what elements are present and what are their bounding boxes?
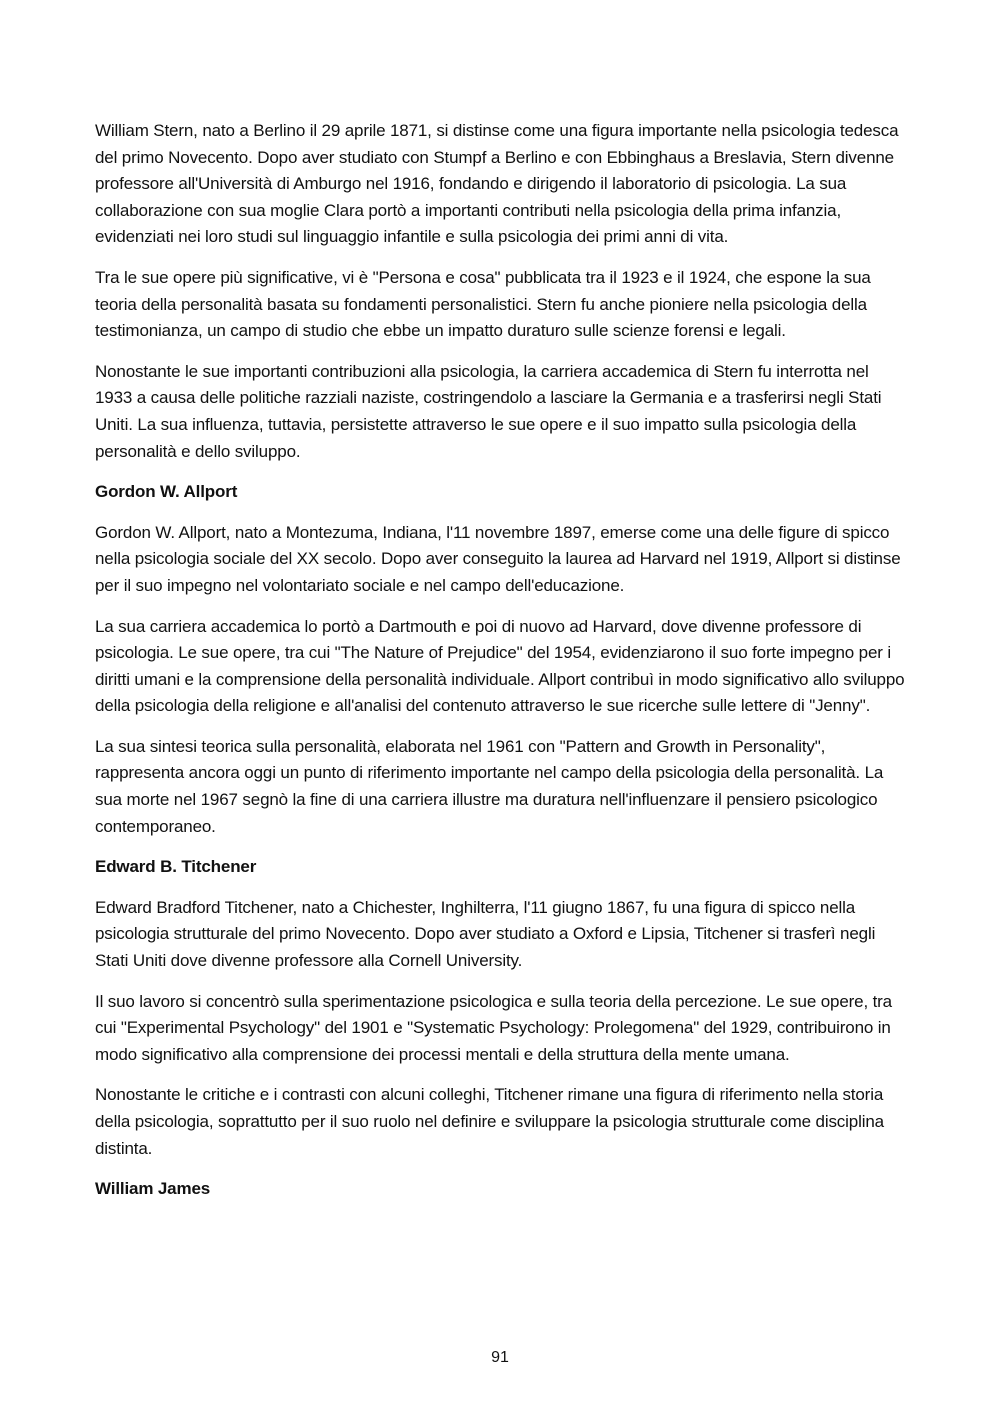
paragraph-allport-career: La sua carriera accademica lo portò a Dartmouth e poi di nuovo ad Harvard, dove divenne professore di psicologia. Le sue opere, tra cui "The Nature of Prejudice" del 1954, evidenziarono il suo forte impegno per i diritti umani e la comprensione della personalità individuale. Allport contribuì in modo significativo allo sviluppo della psicologia della religione e all'analisi del contenuto attraverso le sue ricerche sulle lettere di "Jenny". [95, 616, 905, 716]
paragraph-stern-works: Tra le sue opere più significative, vi è "Persona e cosa" pubblicata tra il 1923 e il 1924, che espone la sua teoria della personalità basata su fondamenti personalistici. Stern fu anche pioniere nella psicologia della testimonianza, un campo di studio che ebbe un impatto duraturo sulle scienze forensi e legali. [95, 267, 871, 341]
paragraph-stern-bio: William Stern, nato a Berlino il 29 aprile 1871, si distinse come una figura importante nella psicologia tedesca del primo Novecento. Dopo aver studiato con Stumpf a Berlino e con Ebbinghaus a Breslavia, Stern divenne professore all'Università di Amburgo nel 1916, fondando e dirigendo il laboratorio di psicologia. La sua collaborazione con sua moglie Clara portò a importanti contributi nella psicologia della prima infanzia, evidenziati nei loro studi sul linguaggio infantile e sulla psicologia dei primi anni di vita. [95, 121, 899, 247]
paragraph-titchener-legacy: Nonostante le critiche e i contrasti con alcuni colleghi, Titchener rimane una figura di riferimento nella storia della psicologia, soprattutto per il suo ruolo nel definire e sviluppare la psicologia strutturale come disciplina distinta. [95, 1085, 884, 1158]
paragraph-allport-bio: Gordon W. Allport, nato a Montezuma, Indiana, l'11 novembre 1897, emerse come una delle figure di spicco nella psicologia sociale del XX secolo. Dopo aver conseguito la laurea ad Harvard nel 1919, Allport si distinse per il suo impegno nel volontariato sociale e nel campo dell'educazione. [95, 522, 901, 595]
paragraph-allport-synthesis: La sua sintesi teorica sulla personalità, elaborata nel 1961 con "Pattern and Growth in Personality", rappresenta ancora oggi un punto di riferimento importante nel campo della psicologia della personalità. La sua morte nel 1967 segnò la fine di una carriera illustre ma duratura nell'influenzare il pensiero psicologico contemporaneo. [95, 736, 884, 836]
heading-titchener: Edward B. Titchener [95, 857, 257, 877]
page-number: 91 [491, 1349, 509, 1366]
paragraph-stern-career: Nonostante le sue importanti contribuzioni alla psicologia, la carriera accademica di Stern fu interrotta nel 1933 a causa delle politiche razziali naziste, costringendolo a lasciare la Germania e a trasferirsi negli Stati Uniti. La sua influenza, tuttavia, persistette attraverso le sue opere e il suo impatto sulla psicologia della personalità e dello sviluppo. [95, 361, 882, 461]
paragraph-titchener-work: Il suo lavoro si concentrò sulla sperimentazione psicologica e sulla teoria della percezione. Le sue opere, tra cui "Experimental Psychology" del 1901 e "Systematic Psychology: Prolegomena" del 1929, contribuirono in modo significativo alla comprensione dei processi mentali e della struttura della mente umana. [95, 991, 892, 1064]
paragraph-titchener-bio: Edward Bradford Titchener, nato a Chichester, Inghilterra, l'11 giugno 1867, fu una figura di spicco nella psicologia strutturale del primo Novecento. Dopo aver studiato a Oxford e Lipsia, Titchener si trasferì negli Stati Uniti dove divenne professore alla Cornell University. [95, 897, 876, 971]
heading-allport: Gordon W. Allport [95, 482, 238, 502]
page-content [95, 118, 907, 1217]
heading-james: William James [95, 1179, 211, 1199]
